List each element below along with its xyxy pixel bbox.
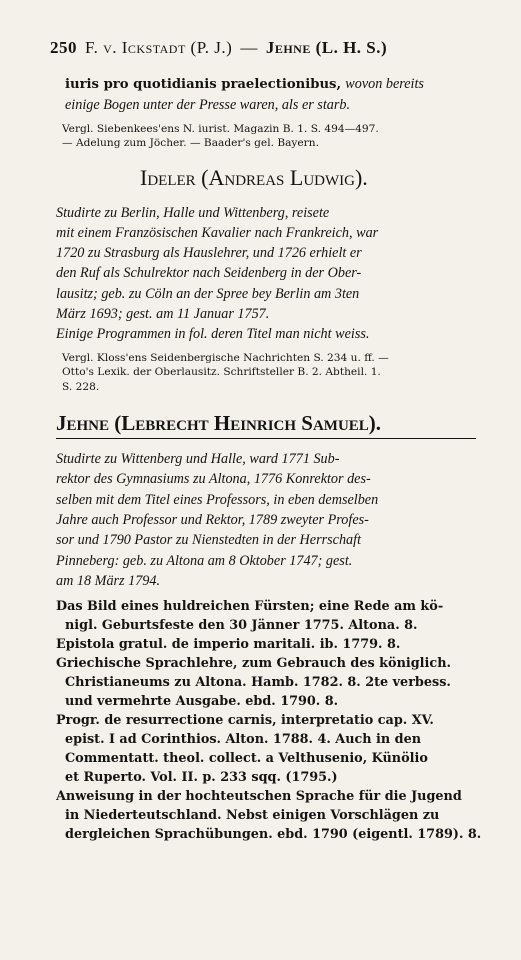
work-line: und vermehrte Ausgabe. ebd. 1790. 8. bbox=[65, 694, 339, 710]
bio-line: selben mit dem Titel eines Professors, in eben demselben bbox=[56, 491, 379, 508]
continuation-bold-text: iuris pro quotidianis praelectionibus, bbox=[65, 77, 342, 92]
running-head-separator: — bbox=[240, 38, 258, 57]
text-line bbox=[56, 74, 505, 95]
bio-line: Studirte zu Wittenberg und Halle, ward 1771 Sub- bbox=[56, 451, 340, 468]
bio-line: mit einem Französischen Kavalier nach Frankreich, war bbox=[56, 224, 379, 241]
jehne-works-list bbox=[56, 597, 505, 844]
work-line: epist. I ad Corinthios. Alton. 1788. 4. Auch in den bbox=[65, 732, 422, 748]
work-entry bbox=[56, 787, 505, 844]
entry-forenames: (Lebrecht Heinrich Samuel). bbox=[114, 411, 382, 436]
reference-line: S. 228. bbox=[62, 380, 100, 393]
ickstadt-continuation bbox=[56, 74, 505, 151]
continuation-italic-text: wovon bereits bbox=[345, 76, 424, 92]
work-line: Das Bild eines huldreichen Fürsten; eine Rede am kö- bbox=[56, 599, 444, 615]
work-line: et Ruperto. Vol. II. p. 233 sqq. (1795.) bbox=[65, 770, 338, 786]
work-entry bbox=[56, 635, 505, 654]
ideler-bio bbox=[56, 203, 505, 325]
bio-line: 1720 zu Strasburg als Hauslehrer, und 1726 erhielt er bbox=[56, 245, 362, 262]
entry-surname: Ideler bbox=[140, 164, 196, 190]
page-number: 250 bbox=[50, 38, 77, 57]
reference-line: Vergl. Kloss'ens Seidenbergische Nachrichten S. 234 u. ff. — bbox=[62, 351, 389, 364]
work-line: Commentatt. theol. collect. a Velthusenio, Künölio bbox=[65, 751, 428, 767]
reference-line: — Adelung zum Jöcher. — Baader's gel. Bayern. bbox=[62, 137, 319, 150]
work-line: dergleichen Sprachübungen. ebd. 1790 (eigentl. 1789). 8. bbox=[65, 827, 482, 843]
entry-forenames: (Andreas Ludwig). bbox=[201, 164, 368, 190]
bio-line: am 18 März 1794. bbox=[56, 572, 161, 589]
work-line: in Niederteutschland. Nebst einigen Vorschlägen zu bbox=[65, 808, 440, 824]
bio-line: Pinneberg: geb. zu Altona am 8 Oktober 1747; gest. bbox=[56, 552, 353, 569]
entry-heading-ideler bbox=[56, 163, 505, 193]
work-entry bbox=[56, 597, 505, 635]
reference-line: Otto's Lexik. der Oberlausitz. Schriftsteller B. 2. Abtheil. 1. bbox=[62, 366, 381, 379]
work-line: Epistola gratul. de imperio maritali. ib. 1779. 8. bbox=[56, 637, 401, 653]
work-line: Christianeums zu Altona. Hamb. 1782. 8. 2te verbess. bbox=[65, 675, 451, 691]
bio-line: rektor des Gymnasiums zu Altona, 1776 Konrektor des- bbox=[56, 471, 371, 488]
bio-line: März 1693; gest. am 11 Januar 1757. bbox=[56, 306, 270, 323]
reference-line: Vergl. Siebenkees'ens N. iurist. Magazin B. 1. S. 494—497. bbox=[62, 122, 379, 135]
work-entry bbox=[56, 654, 505, 711]
running-head-right-name: Jehne (L. H. S.) bbox=[265, 38, 388, 57]
ideler-notes bbox=[56, 324, 505, 344]
work-line: Progr. de resurrectione carnis, interpretatio cap. XV. bbox=[56, 713, 434, 729]
work-line: nigl. Geburtsfeste den 30 Jänner 1775. Altona. 8. bbox=[65, 618, 418, 634]
work-line: Griechische Sprachlehre, zum Gebrauch des königlich. bbox=[56, 656, 451, 672]
bio-line: den Ruf als Schulrektor nach Seidenberg in der Ober- bbox=[56, 265, 362, 282]
note-line: Einige Programmen in fol. deren Titel man nicht weiss. bbox=[56, 326, 370, 343]
bio-line: sor und 1790 Pastor zu Nienstedten in der Herrschaft bbox=[56, 532, 362, 549]
bio-line: lausitz; geb. zu Cöln an der Spree bey Berlin am 3ten bbox=[56, 285, 360, 302]
text-line: einige Bogen unter der Presse waren, als er starb. bbox=[65, 97, 351, 114]
running-head bbox=[50, 38, 505, 58]
entry-surname: Jehne bbox=[56, 411, 110, 436]
ideler-references bbox=[56, 351, 505, 395]
entry-heading-jehne bbox=[56, 408, 476, 439]
bio-line: Jahre auch Professor und Rektor, 1789 zweyter Profes- bbox=[56, 512, 369, 529]
work-line: Anweisung in der hochteutschen Sprache für die Jugend bbox=[56, 789, 462, 805]
jehne-bio bbox=[56, 449, 505, 591]
running-head-left-name: F. v. Ickstadt (P. J.) bbox=[85, 38, 233, 57]
bio-line: Studirte zu Berlin, Halle und Wittenberg, reisete bbox=[56, 204, 330, 221]
work-entry bbox=[56, 711, 505, 787]
